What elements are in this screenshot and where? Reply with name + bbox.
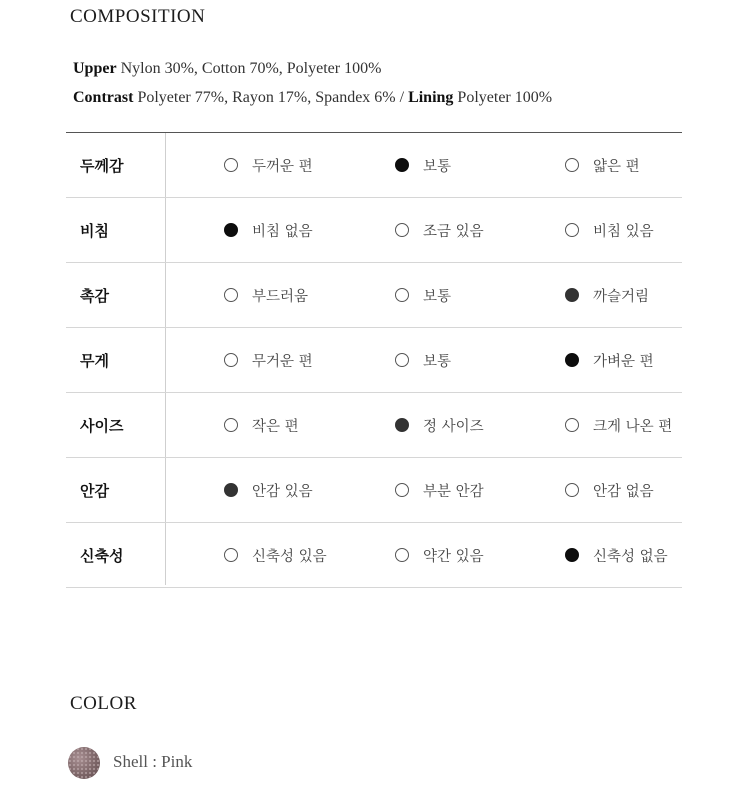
lining-value: Polyeter 100% (453, 89, 553, 106)
color-swatch-pink (68, 747, 100, 779)
radio-empty-icon (224, 288, 238, 302)
option-label: 부드러움 (252, 288, 309, 305)
option-label: 신축성 없음 (593, 548, 668, 565)
rating-option (565, 263, 649, 327)
radio-empty-icon (565, 483, 579, 497)
table-row (66, 328, 682, 393)
radio-empty-icon (565, 418, 579, 432)
radio-empty-icon (395, 548, 409, 562)
rating-option (395, 198, 484, 262)
row-label: 촉감 (80, 286, 109, 305)
rating-option (224, 133, 313, 197)
lining-key: Lining (408, 89, 454, 106)
option-label: 안감 없음 (593, 483, 654, 500)
rating-option (224, 523, 327, 587)
rating-option (395, 328, 451, 392)
table-row (66, 523, 682, 588)
row-label: 무게 (80, 351, 109, 370)
option-label: 무거운 편 (252, 353, 313, 370)
table-row (66, 198, 682, 263)
composition-contrast (73, 89, 552, 107)
rating-option (224, 393, 299, 457)
contrast-value: Polyeter 77%, Rayon 17%, Spandex 6% / (133, 89, 409, 106)
shell-color-label: Shell : Pink (113, 752, 193, 771)
upper-value: Nylon 30%, Cotton 70%, Polyeter 100% (116, 60, 382, 77)
rating-option (395, 133, 451, 197)
option-label: 보통 (423, 353, 452, 370)
option-label: 얇은 편 (593, 158, 640, 175)
row-label: 신축성 (80, 546, 124, 565)
table-row (66, 263, 682, 328)
rating-option (224, 198, 313, 262)
radio-filled-icon (224, 483, 238, 497)
radio-filled-icon (395, 158, 409, 172)
option-label: 안감 있음 (252, 483, 313, 500)
rating-option (224, 458, 313, 522)
row-label: 두께감 (80, 156, 124, 175)
radio-filled-icon (395, 418, 409, 432)
rating-option (565, 458, 654, 522)
rating-option (565, 393, 672, 457)
radio-empty-icon (224, 158, 238, 172)
rating-option (565, 328, 654, 392)
radio-empty-icon (224, 548, 238, 562)
option-label: 약간 있음 (423, 548, 484, 565)
option-label: 비침 있음 (593, 223, 654, 240)
rating-option (395, 523, 484, 587)
rating-option (565, 523, 668, 587)
radio-empty-icon (565, 223, 579, 237)
rating-option (395, 458, 484, 522)
radio-filled-icon (565, 288, 579, 302)
radio-empty-icon (395, 288, 409, 302)
option-label: 조금 있음 (423, 223, 484, 240)
rating-option (565, 133, 640, 197)
rating-option (395, 393, 484, 457)
rating-option (224, 328, 313, 392)
row-label: 비침 (80, 221, 109, 240)
option-label: 두꺼운 편 (252, 158, 313, 175)
table-row (66, 458, 682, 523)
upper-key: Upper (73, 60, 117, 77)
radio-empty-icon (395, 353, 409, 367)
rating-option (395, 263, 451, 327)
option-label: 부분 안감 (423, 483, 484, 500)
radio-empty-icon (395, 223, 409, 237)
radio-filled-icon (224, 223, 238, 237)
table-row (66, 393, 682, 458)
rating-option (224, 263, 308, 327)
option-label: 보통 (423, 158, 452, 175)
radio-filled-icon (565, 548, 579, 562)
option-label: 보통 (423, 288, 452, 305)
rating-option (565, 198, 654, 262)
option-label: 크게 나온 편 (593, 418, 673, 435)
radio-empty-icon (224, 353, 238, 367)
radio-empty-icon (224, 418, 238, 432)
composition-title: COMPOSITION (70, 6, 206, 27)
composition-upper (73, 60, 381, 78)
radio-filled-icon (565, 353, 579, 367)
option-label: 비침 없음 (252, 223, 313, 240)
option-label: 가벼운 편 (593, 353, 654, 370)
option-label: 까슬거림 (593, 288, 650, 305)
row-label: 안감 (80, 481, 109, 500)
radio-empty-icon (565, 158, 579, 172)
option-label: 신축성 있음 (252, 548, 327, 565)
row-label: 사이즈 (80, 416, 124, 435)
color-title: COLOR (70, 693, 137, 714)
radio-empty-icon (395, 483, 409, 497)
fabric-properties-table (66, 132, 682, 588)
option-label: 정 사이즈 (423, 418, 484, 435)
contrast-key: Contrast (73, 89, 134, 106)
table-row (66, 133, 682, 198)
option-label: 작은 편 (252, 418, 299, 435)
